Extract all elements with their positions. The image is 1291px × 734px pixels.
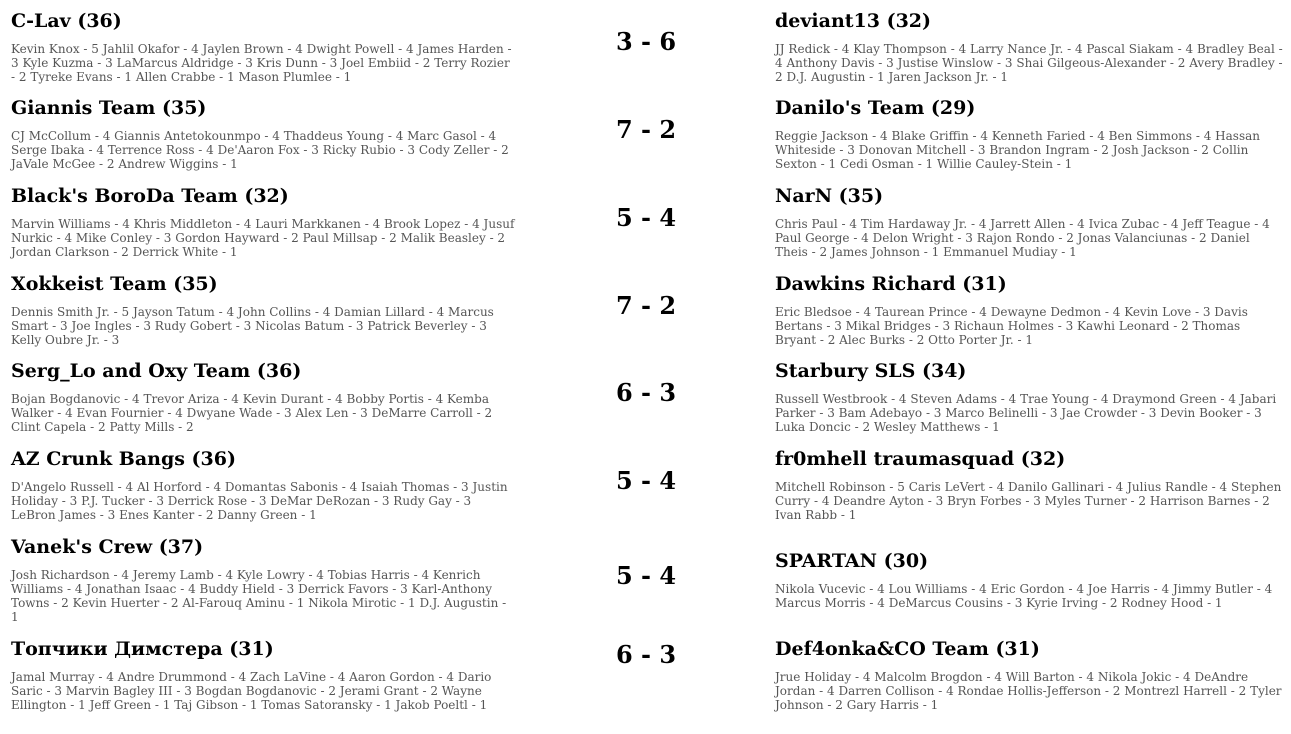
away-team — [775, 183, 1285, 259]
home-team-roster: D'Angelo Russell - 4 Al Horford - 4 Domantas Sabonis - 4 Isaiah Thomas - 3 Justin Holiday - 3 P.J. Tucker - 3 Derrick Rose - 3 DeMar DeRozan - 3 Rudy Gay - 3 LeBron James - 3 Enes Kanter - 2 Danny Green - 1 — [11, 480, 508, 522]
away-team-name: deviant13 (32) — [775, 10, 932, 32]
away-team-name: fr0mhell traumasquad (32) — [775, 448, 1066, 470]
away-team — [775, 548, 1285, 610]
away-team-roster: Jrue Holiday - 4 Malcolm Brogdon - 4 Will Barton - 4 Nikola Jokic - 4 DeAndre Jordan - 4 Darren Collison - 4 Rondae Hollis-Jefferson - 2 Montrezl Harrell - 2 Tyler Johnson - 2 Gary Harris - 1 — [775, 670, 1282, 712]
home-team-name: C-Lav (36) — [11, 10, 122, 32]
home-team-name: Giannis Team (35) — [11, 97, 207, 119]
away-team-name: Danilo's Team (29) — [775, 97, 976, 119]
home-team — [11, 183, 517, 259]
matchup-row — [0, 534, 1291, 636]
away-team-roster: Eric Bledsoe - 4 Taurean Prince - 4 Dewayne Dedmon - 4 Kevin Love - 3 Davis Bertans - 3 Mikal Bridges - 3 Richaun Holmes - 3 Kawhi Leonard - 2 Thomas Bryant - 2 Alec Burks - 2 Otto Porter Jr. - 1 — [775, 305, 1248, 347]
away-team-roster: Reggie Jackson - 4 Blake Griffin - 4 Kenneth Faried - 4 Ben Simmons - 4 Hassan Whiteside - 3 Donovan Mitchell - 3 Brandon Ingram - 2 Josh Jackson - 2 Collin Sexton - 1 Cedi Osman - 1 Willie Cauley-Stein - 1 — [775, 129, 1261, 171]
away-team-roster: Nikola Vucevic - 4 Lou Williams - 4 Eric Gordon - 4 Joe Harris - 4 Jimmy Butler - 4 Marcus Morris - 4 DeMarcus Cousins - 3 Kyrie Irving - 2 Rodney Hood - 1 — [775, 582, 1273, 610]
home-team-roster: Dennis Smith Jr. - 5 Jayson Tatum - 4 John Collins - 4 Damian Lillard - 4 Marcus Smart - 3 Joe Ingles - 3 Rudy Gobert - 3 Nicolas Batum - 3 Patrick Beverley - 3 Kelly Oubre Jr. - 3 — [11, 305, 494, 347]
away-team-roster: Mitchell Robinson - 5 Caris LeVert - 4 Danilo Gallinari - 4 Julius Randle - 4 Stephen Curry - 4 Deandre Ayton - 3 Bryn Forbes - 3 Myles Turner - 2 Harrison Barnes - 2 Ivan Rabb - 1 — [775, 480, 1282, 522]
away-team — [775, 446, 1285, 522]
matchup-row — [0, 271, 1291, 358]
home-team-name: AZ Crunk Bangs (36) — [11, 448, 236, 470]
match-score: 5 - 4 — [615, 466, 677, 495]
home-team — [11, 534, 517, 624]
home-team — [11, 358, 517, 434]
match-score: 3 - 6 — [615, 27, 677, 56]
match-score: 6 - 3 — [615, 640, 677, 669]
away-team-name: SPARTAN (30) — [775, 550, 929, 572]
matchup-row — [0, 358, 1291, 446]
home-team-roster: Kevin Knox - 5 Jahlil Okafor - 4 Jaylen Brown - 4 Dwight Powell - 4 James Harden - 3 Kyle Kuzma - 3 LaMarcus Aldridge - 3 Kris Dunn - 3 Joel Embiid - 2 Terry Rozier - 2 Tyreke Evans - 1 Allen Crabbe - 1 Mason Plumlee - 1 — [11, 42, 512, 84]
away-team-name: Starbury SLS (34) — [775, 360, 967, 382]
matchup-row — [0, 8, 1291, 95]
home-team-roster: Josh Richardson - 4 Jeremy Lamb - 4 Kyle Lowry - 4 Tobias Harris - 4 Kenrich Williams - 4 Jonathan Isaac - 4 Buddy Hield - 3 Derrick Favors - 3 Karl-Anthony Towns - 2 Kevin Huerter - 2 Al-Farouq Aminu - 1 Nikola Mirotic - 1 D.J. Augustin - 1 — [11, 568, 507, 624]
matchup-row — [0, 446, 1291, 534]
home-team-name: Black's BoroDa Team (32) — [11, 185, 289, 207]
match-score: 7 - 2 — [615, 291, 677, 320]
matchup-row — [0, 183, 1291, 271]
home-team-name: Xokkeist Team (35) — [11, 273, 218, 295]
home-team-name: Vanek's Crew (37) — [11, 536, 204, 558]
home-team-roster: Jamal Murray - 4 Andre Drummond - 4 Zach LaVine - 4 Aaron Gordon - 4 Dario Saric - 3 Marvin Bagley III - 3 Bogdan Bogdanovic - 2 Jerami Grant - 2 Wayne Ellington - 1 Jeff Green - 1 Taj Gibson - 1 Tomas Satoransky - 1 Jakob Poeltl - 1 — [11, 670, 492, 712]
away-team-name: Def4onka&CO Team (31) — [775, 638, 1040, 660]
match-score: 5 - 4 — [615, 203, 677, 232]
away-team — [775, 271, 1285, 347]
away-team — [775, 95, 1285, 171]
away-team — [775, 636, 1285, 712]
home-team — [11, 8, 517, 84]
home-team-roster: CJ McCollum - 4 Giannis Antetokounmpo - 4 Thaddeus Young - 4 Marc Gasol - 4 Serge Ibaka - 4 Terrence Ross - 4 De'Aaron Fox - 3 Ricky Rubio - 3 Cody Zeller - 2 JaVale McGee - 2 Andrew Wiggins - 1 — [11, 129, 509, 171]
home-team-name: Serg_Lo and Oxy Team (36) — [11, 360, 302, 382]
home-team — [11, 636, 517, 712]
matchup-list — [0, 8, 1291, 724]
matchup-row — [0, 636, 1291, 724]
match-score: 6 - 3 — [615, 378, 677, 407]
away-team-name: Dawkins Richard (31) — [775, 273, 1007, 295]
away-team-roster: Chris Paul - 4 Tim Hardaway Jr. - 4 Jarrett Allen - 4 Ivica Zubac - 4 Jeff Teague - 4 Paul George - 4 Delon Wright - 3 Rajon Rondo - 2 Jonas Valanciunas - 2 Daniel Theis - 2 James Johnson - 1 Emmanuel Mudiay - 1 — [775, 217, 1270, 259]
away-team — [775, 358, 1285, 434]
home-team — [11, 446, 517, 522]
matchup-row — [0, 95, 1291, 183]
away-team — [775, 8, 1285, 84]
home-team — [11, 95, 517, 171]
match-score: 5 - 4 — [615, 561, 677, 590]
home-team-name: Топчики Димстера (31) — [11, 638, 274, 660]
home-team — [11, 271, 517, 347]
match-score: 7 - 2 — [615, 115, 677, 144]
away-team-roster: JJ Redick - 4 Klay Thompson - 4 Larry Nance Jr. - 4 Pascal Siakam - 4 Bradley Beal - 4 Anthony Davis - 3 Justise Winslow - 3 Shai Gilgeous-Alexander - 2 Avery Bradley - 2 D.J. Augustin - 1 Jaren Jackson Jr. - 1 — [775, 42, 1283, 84]
away-team-name: NarN (35) — [775, 185, 884, 207]
home-team-roster: Bojan Bogdanovic - 4 Trevor Ariza - 4 Kevin Durant - 4 Bobby Portis - 4 Kemba Walker - 4 Evan Fournier - 4 Dwyane Wade - 3 Alex Len - 3 DeMarre Carroll - 2 Clint Capela - 2 Patty Mills - 2 — [11, 392, 493, 434]
home-team-roster: Marvin Williams - 4 Khris Middleton - 4 Lauri Markkanen - 4 Brook Lopez - 4 Jusuf Nurkic - 4 Mike Conley - 3 Gordon Hayward - 2 Paul Millsap - 2 Malik Beasley - 2 Jordan Clarkson - 2 Derrick White - 1 — [11, 217, 515, 259]
away-team-roster: Russell Westbrook - 4 Steven Adams - 4 Trae Young - 4 Draymond Green - 4 Jabari Parker - 3 Bam Adebayo - 3 Marco Belinelli - 3 Jae Crowder - 3 Devin Booker - 3 Luka Doncic - 2 Wesley Matthews - 1 — [775, 392, 1277, 434]
